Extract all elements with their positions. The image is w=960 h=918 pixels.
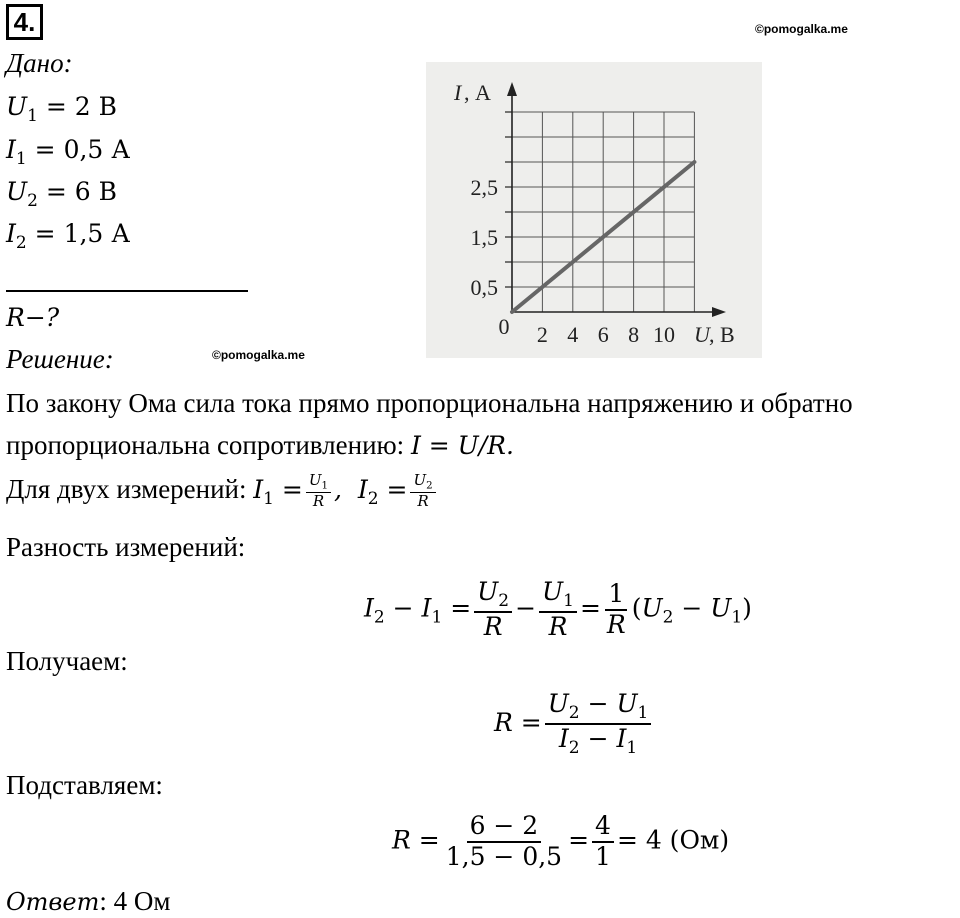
watermark-middle: ©pomogalka.me: [212, 348, 305, 362]
y-tick-label: 0,5: [470, 275, 498, 300]
y-axis-unit: , А: [464, 80, 491, 105]
two-measurements-label: Для двух измерений:: [6, 473, 247, 504]
subst-denominator: 1,5 − 0,5: [445, 841, 563, 871]
y-axis-arrow: [507, 82, 517, 96]
given-item-1: [6, 92, 117, 126]
resistance-formula: R = $\frac{U_2 - U_1}{I_2 - I_1}$: [494, 690, 654, 759]
x-axis-arrow: [712, 307, 726, 317]
x-tick-label: 10: [653, 322, 675, 347]
find-quantity: R−?: [6, 303, 60, 332]
simplified-denominator: 1: [595, 841, 611, 871]
x-axis-symbol: U: [694, 322, 710, 347]
x-tick-label: 6: [597, 322, 609, 347]
task-number: 4.: [6, 4, 43, 40]
given-item-4-index: 2: [15, 232, 27, 253]
x-tick-label: 8: [628, 322, 640, 347]
y-tick-label: 1,5: [470, 225, 498, 250]
given-item-3-value: = 6 В: [45, 177, 117, 206]
given-item-2: [6, 135, 130, 169]
given-item-4-symbol: I: [6, 219, 16, 248]
result-value: = 4 (Ом): [616, 825, 730, 855]
intro-line-2-text: пропорциональна сопротивлению:: [6, 430, 405, 460]
given-item-2-symbol: I: [6, 135, 16, 164]
intro-line-2: [6, 430, 514, 461]
given-item-2-value: = 0,5 А: [34, 135, 131, 164]
get-label: Получаем:: [6, 646, 128, 676]
ohm-law-formula: I = U/R.: [410, 431, 514, 460]
origin-label: 0: [498, 314, 510, 339]
difference-label: Разность измерений:: [6, 532, 246, 562]
given-item-1-index: 1: [27, 105, 38, 126]
two-measurements-line: [6, 472, 439, 511]
x-axis-unit: , В: [709, 322, 735, 347]
given-item-4: [6, 219, 130, 253]
y-tick-label: 2,5: [470, 175, 498, 200]
watermark-top: ©pomogalka.me: [755, 22, 848, 36]
given-divider: [6, 290, 248, 292]
given-item-3-index: 2: [27, 190, 38, 211]
current-voltage-chart: [426, 62, 762, 358]
answer-line: [6, 886, 170, 917]
given-item-2-index: 1: [15, 148, 27, 169]
substitute-label: Подставляем:: [6, 770, 163, 800]
simplified-numerator: 4: [592, 812, 614, 843]
given-item-3: [6, 177, 117, 211]
intro-line-1: По закону Ома сила тока прямо пропорциональна напряжению и обратно: [6, 388, 853, 418]
given-item-4-value: = 1,5 А: [34, 219, 131, 248]
difference-formula: $I_2 - I_1$ = $\frac{U_2}{R}$ − $\frac{U_1}{R}$ = $\frac{1}{R}$ $(U_2 - U_1)$: [364, 577, 752, 642]
given-item-1-value: = 2 В: [45, 92, 117, 121]
given-item-3-symbol: U: [6, 177, 28, 206]
solution-title: Решение:: [6, 344, 114, 374]
x-tick-label: 2: [536, 322, 548, 347]
answer-value: : 4 Ом: [99, 886, 171, 916]
given-title: Дано:: [6, 48, 73, 78]
x-tick-label: 4: [567, 322, 579, 347]
answer-label: Ответ: [6, 888, 100, 916]
subst-numerator: 6 − 2: [467, 812, 542, 843]
substitution-formula: R = $\frac{6 - 2}{1,5 - 0,5}$ = $\frac{4}{1}$ = 4 (Ом): [392, 811, 730, 871]
measurement-formulas: $I_1$ = $\frac{U_1}{R}$ , $I_2$ = $\frac{U_2}{R}$: [253, 475, 438, 504]
y-axis-symbol: I: [454, 80, 462, 105]
given-item-1-symbol: U: [6, 92, 28, 121]
